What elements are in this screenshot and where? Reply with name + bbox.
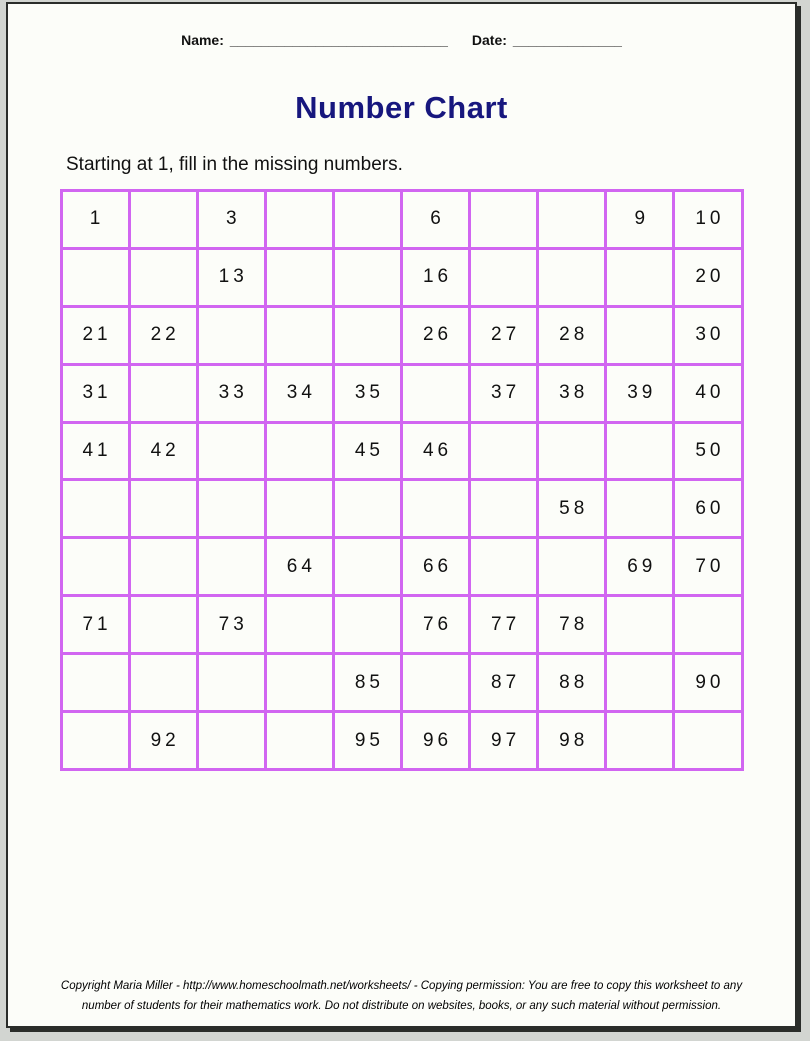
grid-cell-filled: 27 <box>470 306 538 364</box>
grid-cell-filled: 6 <box>401 191 469 249</box>
grid-cell-filled: 88 <box>538 654 606 712</box>
grid-cell-filled: 9 <box>606 191 674 249</box>
grid-cell-filled: 3 <box>197 191 265 249</box>
grid-cell-filled: 37 <box>470 364 538 422</box>
grid-cell-empty <box>265 248 333 306</box>
grid-cell-empty <box>333 306 401 364</box>
grid-row <box>61 248 742 306</box>
grid-cell-filled: 58 <box>538 480 606 538</box>
grid-cell-filled: 21 <box>61 306 129 364</box>
name-blank-line: ____________________________ <box>229 32 448 48</box>
page-title: Number Chart <box>295 90 508 125</box>
grid-cell-empty <box>333 596 401 654</box>
copyright-line-1: Copyright Maria Miller - http://www.homeschoolmath.net/worksheets/ - Copying permission: You are free to copy this worksheet to any <box>60 980 743 992</box>
grid-cell-empty <box>265 654 333 712</box>
grid-cell-empty <box>61 480 129 538</box>
grid-cell-empty <box>674 712 742 770</box>
grid-cell-empty <box>606 712 674 770</box>
grid-cell-empty <box>470 422 538 480</box>
grid-cell-filled: 50 <box>674 422 742 480</box>
grid-cell-empty <box>265 422 333 480</box>
grid-cell-empty <box>401 480 469 538</box>
grid-row <box>61 364 742 422</box>
grid-cell-empty <box>265 191 333 249</box>
grid-cell-filled: 73 <box>197 596 265 654</box>
worksheet-page <box>6 2 797 1028</box>
grid-row <box>61 191 742 249</box>
grid-cell-empty <box>606 480 674 538</box>
grid-cell-empty <box>401 364 469 422</box>
grid-cell-filled: 16 <box>401 248 469 306</box>
grid-cell-filled: 76 <box>401 596 469 654</box>
grid-cell-empty <box>197 306 265 364</box>
grid-cell-empty <box>538 248 606 306</box>
grid-cell-filled: 39 <box>606 364 674 422</box>
grid-cell-filled: 96 <box>401 712 469 770</box>
grid-row <box>61 712 742 770</box>
grid-cell-filled: 41 <box>61 422 129 480</box>
grid-cell-filled: 31 <box>61 364 129 422</box>
grid-row <box>61 596 742 654</box>
grid-cell-empty <box>197 712 265 770</box>
grid-cell-filled: 38 <box>538 364 606 422</box>
grid-cell-empty <box>674 596 742 654</box>
grid-cell-empty <box>606 306 674 364</box>
grid-cell-empty <box>470 248 538 306</box>
grid-cell-empty <box>197 538 265 596</box>
grid-cell-filled: 69 <box>606 538 674 596</box>
grid-cell-empty <box>470 191 538 249</box>
grid-cell-filled: 26 <box>401 306 469 364</box>
grid-cell-empty <box>401 654 469 712</box>
grid-cell-filled: 77 <box>470 596 538 654</box>
grid-cell-filled: 98 <box>538 712 606 770</box>
grid-cell-empty <box>61 248 129 306</box>
copyright-footer <box>8 976 795 1016</box>
grid-cell-filled: 45 <box>333 422 401 480</box>
grid-row <box>61 654 742 712</box>
grid-cell-empty <box>333 538 401 596</box>
grid-cell-filled: 66 <box>401 538 469 596</box>
grid-cell-filled: 95 <box>333 712 401 770</box>
grid-cell-empty <box>197 654 265 712</box>
grid-row <box>61 538 742 596</box>
grid-cell-filled: 46 <box>401 422 469 480</box>
instructions-text: Starting at 1, fill in the missing numbers. <box>66 154 403 175</box>
grid-cell-filled: 20 <box>674 248 742 306</box>
grid-cell-empty <box>470 538 538 596</box>
grid-row <box>61 306 742 364</box>
grid-cell-filled: 70 <box>674 538 742 596</box>
grid-cell-empty <box>470 480 538 538</box>
grid-cell-filled: 33 <box>197 364 265 422</box>
grid-cell-filled: 22 <box>129 306 197 364</box>
grid-cell-filled: 92 <box>129 712 197 770</box>
grid-cell-empty <box>197 422 265 480</box>
grid-cell-empty <box>265 306 333 364</box>
grid-cell-empty <box>538 422 606 480</box>
grid-cell-empty <box>606 422 674 480</box>
grid-row <box>61 480 742 538</box>
grid-cell-empty <box>129 538 197 596</box>
number-grid <box>60 189 744 771</box>
grid-cell-filled: 64 <box>265 538 333 596</box>
grid-cell-filled: 71 <box>61 596 129 654</box>
name-label: Name: <box>181 32 224 48</box>
grid-cell-filled: 97 <box>470 712 538 770</box>
grid-cell-empty <box>265 712 333 770</box>
grid-cell-empty <box>61 654 129 712</box>
grid-cell-empty <box>129 364 197 422</box>
grid-cell-filled: 60 <box>674 480 742 538</box>
grid-cell-filled: 78 <box>538 596 606 654</box>
grid-cell-empty <box>129 596 197 654</box>
grid-cell-filled: 42 <box>129 422 197 480</box>
grid-cell-filled: 40 <box>674 364 742 422</box>
grid-cell-empty <box>538 191 606 249</box>
grid-cell-empty <box>129 191 197 249</box>
grid-cell-filled: 35 <box>333 364 401 422</box>
grid-cell-empty <box>129 480 197 538</box>
grid-cell-empty <box>538 538 606 596</box>
grid-cell-filled: 87 <box>470 654 538 712</box>
grid-cell-filled: 90 <box>674 654 742 712</box>
grid-cell-empty <box>61 538 129 596</box>
date-blank-line: ______________ <box>512 32 622 48</box>
name-date-header <box>8 32 795 48</box>
grid-cell-empty <box>61 712 129 770</box>
grid-cell-filled: 10 <box>674 191 742 249</box>
grid-cell-filled: 28 <box>538 306 606 364</box>
grid-cell-empty <box>333 191 401 249</box>
grid-cell-empty <box>197 480 265 538</box>
grid-cell-empty <box>265 480 333 538</box>
grid-cell-empty <box>129 654 197 712</box>
date-label: Date: <box>471 32 507 48</box>
grid-cell-empty <box>606 596 674 654</box>
number-grid-body <box>61 191 742 770</box>
copyright-line-2: number of students for their mathematics work. Do not distribute on websites, books, or any such material without permission. <box>81 1000 722 1012</box>
grid-cell-empty <box>333 248 401 306</box>
grid-cell-empty <box>129 248 197 306</box>
grid-cell-filled: 1 <box>61 191 129 249</box>
grid-cell-filled: 85 <box>333 654 401 712</box>
grid-cell-filled: 30 <box>674 306 742 364</box>
grid-cell-empty <box>606 654 674 712</box>
grid-cell-empty <box>265 596 333 654</box>
grid-cell-empty <box>606 248 674 306</box>
grid-cell-empty <box>333 480 401 538</box>
grid-cell-filled: 13 <box>197 248 265 306</box>
grid-cell-filled: 34 <box>265 364 333 422</box>
grid-row <box>61 422 742 480</box>
